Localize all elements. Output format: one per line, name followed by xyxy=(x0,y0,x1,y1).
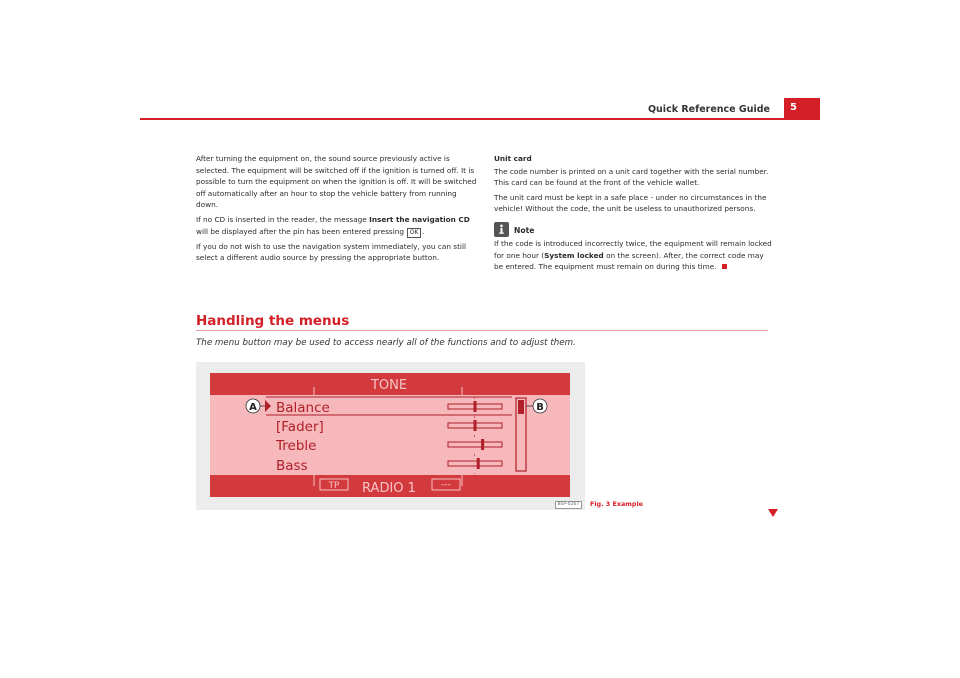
continue-arrow-icon xyxy=(768,504,778,523)
left-column xyxy=(196,153,478,267)
section-title: Handling the menus xyxy=(196,313,350,329)
figure-code: BSP-0267 xyxy=(555,501,582,509)
slider-knob-bass xyxy=(477,458,480,469)
menu-item-treble: Treble xyxy=(276,438,317,454)
section-intro: The menu button may be used to access nearly all of the functions and to adjust them. xyxy=(196,338,576,348)
dash-indicator: --- xyxy=(441,480,451,490)
note-text-2: on the screen). After, the correct code may be entered. The equipment must remain on during this time. xyxy=(494,250,764,272)
note-header xyxy=(494,221,774,237)
figure-caption: Fig. 3 Example xyxy=(590,500,644,508)
paragraph-unit-card-1: The code number is printed on a unit card together with the serial number. This card can be found at the front of the vehicle wallet. xyxy=(494,166,769,188)
message-system-locked: System locked xyxy=(544,250,604,260)
no-cd-text-3: . xyxy=(422,226,425,236)
unit-card-heading: Unit card xyxy=(494,154,532,163)
paragraph-power-on: After turning the equipment on, the sound source previously active is selected. The equipment will be switched off if the ignition is turned off. It is possible to turn the equipment on when the ignition is off. It will be switched off automatically after an hour to stop the vehicle battery from running down. xyxy=(196,154,477,210)
paragraph-note xyxy=(494,238,774,273)
message-insert-cd: Insert the navigation CD xyxy=(369,214,470,224)
menu-item-bass: Bass xyxy=(276,458,308,474)
note-icon xyxy=(494,222,509,237)
slider-knob-balance xyxy=(474,401,477,412)
ok-key-symbol: OK xyxy=(407,228,421,238)
page-header-title: Quick Reference Guide xyxy=(647,104,770,115)
menu-item-fader: [Fader] xyxy=(276,419,324,435)
page-number: 5 xyxy=(784,98,820,118)
tp-indicator: TP xyxy=(328,481,340,491)
note-block xyxy=(494,221,774,273)
slider-knob-treble xyxy=(481,439,484,450)
note-heading: Note xyxy=(514,226,535,236)
paragraph-unit-card-2: The unit card must be kept in a safe place - under no circumstances in the vehicle! Without the code, the unit be useless to unauthorized persons. xyxy=(494,192,767,214)
note-text-1: If the code is introduced incorrectly twice, the equipment will remain locked for one hour ( xyxy=(494,238,772,260)
source-label: RADIO 1 xyxy=(362,481,416,496)
header-rule xyxy=(140,118,820,120)
radio-display-illustration xyxy=(196,362,585,510)
no-cd-text-1: If no CD is inserted in the reader, the message xyxy=(196,214,370,224)
callout-a-label: A xyxy=(249,402,257,413)
callout-b-label: B xyxy=(536,402,544,413)
slider-knob-fader xyxy=(474,420,477,431)
paragraph-no-cd xyxy=(196,214,478,238)
section-rule xyxy=(196,330,768,331)
menu-item-balance: Balance xyxy=(276,400,330,416)
scroll-thumb xyxy=(518,400,524,414)
paragraph-audio-source: If you do not wish to use the navigation system immediately, you can still select a different audio source by pressing the appropriate button. xyxy=(196,241,467,263)
section-end-marker xyxy=(722,264,727,269)
display-title: TONE xyxy=(370,378,408,393)
no-cd-text-2: will be displayed after the pin has been entered pressing xyxy=(196,226,407,236)
right-column xyxy=(494,153,774,276)
radio-display-figure xyxy=(196,362,585,510)
